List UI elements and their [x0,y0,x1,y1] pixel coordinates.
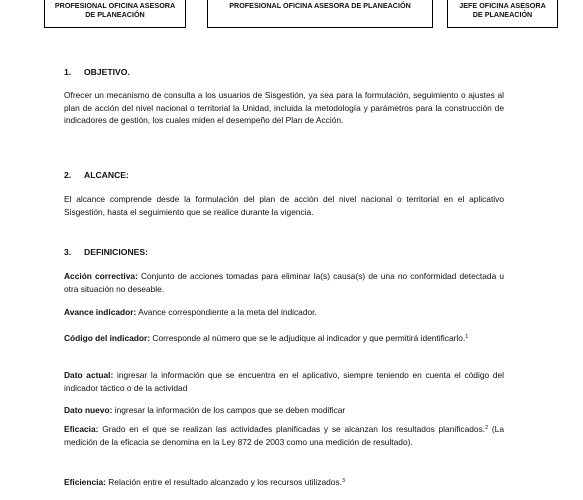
document-header-table [0,0,583,36]
definition-term: Código del indicador [64,333,148,343]
definition-separator: : [133,307,137,317]
section-number: 3. [64,247,72,257]
section-title: OBJETIVO. [84,67,130,77]
definition-item [64,332,504,345]
definition-text-tail: (La medición de la eficacia se denomina en la Ley 872 de 2003 como una medición de resultado). [64,424,504,447]
definition-separator: : [147,333,151,343]
definition-separator: : [110,370,114,380]
section-title: ALCANCE: [84,170,129,180]
definition-text: ingresar la información de los campos que se deben modificar [112,405,346,415]
header-cell-line: PROFESIONAL OFICINA ASESORA [54,1,176,10]
definition-term: Eficacia [64,424,96,434]
definition-term: Dato nuevo [64,405,110,415]
definition-item [64,270,504,295]
footnote-marker: 2 [485,425,489,431]
definition-separator: : [109,405,113,415]
definition-text: Relación entre el resultado alcanzado y los recursos utilizados. [105,477,342,487]
section-title: DEFINICIONES: [84,247,148,257]
definition-text: Corresponde al número que se le adjudique al indicador y que permitirá identificarlo. [150,333,466,343]
section-number: 2. [64,170,72,180]
definition-term: Dato actual [64,370,111,380]
definition-item [64,404,504,417]
header-cell-line: PROFESIONAL OFICINA ASESORA DE PLANEACIÓN [229,1,411,10]
section-heading-objetivo [64,66,130,79]
header-cell-prepared-by [44,0,186,28]
definition-text: Avance correspondiente a la meta del indicador. [136,307,317,317]
definition-term: Eficiencia [64,477,104,487]
section-heading-alcance [64,169,129,182]
footnote-marker: 3 [341,478,345,484]
definition-text: ingresar la información que se encuentra en el aplicativo, siempre teniendo en cuenta el código del indicador táctico o de la actividad [64,370,504,393]
definition-item [64,369,504,394]
definition-text: Grado en el que se realizan las actividades planificadas y se alcanzan los resultados planificados. [98,424,486,434]
definition-separator: : [135,271,138,281]
section-heading-definiciones [64,246,148,259]
header-cell-approved-by [447,0,558,28]
definition-item [64,306,504,319]
objetivo-paragraph: Ofrecer un mecanismo de consulta a los usuarios de Sisgestión, ya sea para la formulación, seguimiento o ajustes al plan de acción del nivel nacional o territorial la Unidad, incluida la metodología y parámetros para la construcción de indicadores de gestión, los cuales miden el desempeño del Plan de Acción. [64,90,504,126]
definition-separator: : [95,424,99,434]
definition-term: Avance indicador [64,307,134,317]
definition-item [64,423,504,448]
header-cell-line: DE PLANEACIÓN [85,10,145,19]
definition-text: Conjunto de acciones tomadas para eliminar la(s) causa(s) de una no conformidad detectada u otra situación no deseable. [64,271,504,294]
definition-separator: : [103,477,106,487]
header-cell-line: JEFE OFICINA ASESORA [459,1,546,10]
section-number: 1. [64,67,72,77]
footnote-marker: 1 [465,334,469,340]
alcance-paragraph: El alcance comprende desde la formulación del plan de acción del nivel nacional o territorial en el aplicativo Sisgestión, hasta el seguimiento que se realice durante la vigencia. [64,194,504,217]
header-cell-line: DE PLANEACIÓN [472,10,533,19]
definition-item [64,476,504,489]
definition-term: Acción correctiva [64,271,136,281]
header-cell-reviewed-by [207,0,433,28]
